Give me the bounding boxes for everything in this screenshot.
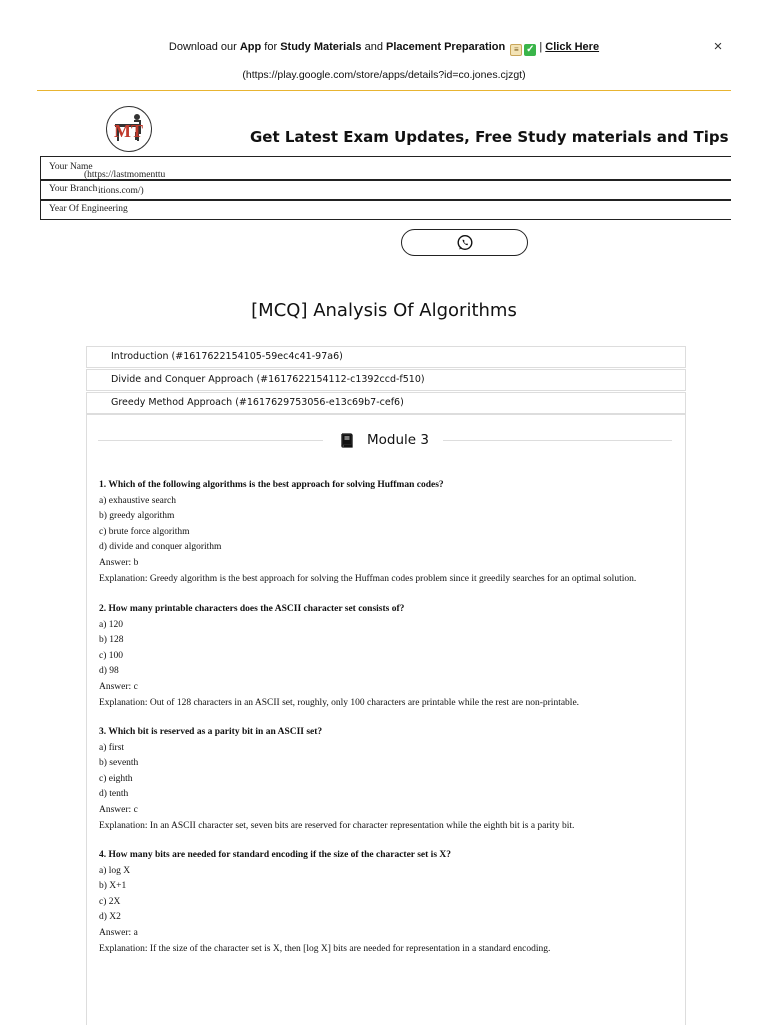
option: c) 100 [99, 650, 124, 661]
question-block [99, 725, 574, 834]
option: a) log X [99, 865, 131, 876]
toc-greedy-method[interactable] [86, 392, 686, 414]
question-block [99, 602, 579, 711]
option: c) eighth [99, 773, 133, 784]
toc-label[interactable]: Greedy Method Approach (#1617629753056-e13c69b7-cef6) [111, 397, 404, 408]
module-heading [98, 432, 672, 450]
question-text: 2. How many printable characters does the ASCII character set consists of? [99, 604, 405, 614]
option: c) brute force algorithm [99, 526, 190, 537]
explanation: Explanation: Out of 128 characters in an ASCII set, roughly, only 100 characters are printable while the rest are non-printable. [99, 697, 580, 708]
option: c) 2X [99, 896, 121, 907]
banner-store-link[interactable]: (https://play.google.com/store/apps/details?id=co.jones.cjzgt) [242, 69, 526, 81]
whatsapp-button[interactable] [401, 229, 528, 256]
question-text: 4. How many bits are needed for standard encoding if the size of the character set is X? [99, 850, 451, 860]
whatsapp-icon [456, 234, 474, 252]
banner-study: Study Materials [280, 41, 362, 53]
question-text: 1. Which of the following algorithms is the best approach for solving Huffman codes? [99, 480, 444, 490]
banner-prefix: Download our [168, 41, 237, 53]
option: d) X2 [99, 912, 121, 923]
question-text: 3. Which bit is reserved as a parity bit in an ASCII set? [99, 727, 323, 737]
option: d) divide and conquer algorithm [99, 542, 222, 553]
option: b) greedy algorithm [99, 511, 175, 522]
site-logo[interactable] [106, 106, 152, 152]
app-download-banner [0, 0, 768, 92]
option: b) seventh [99, 758, 139, 769]
option: b) X+1 [99, 881, 127, 892]
module-label: Module 3 [367, 432, 429, 448]
site-tagline: Get Latest Exam Updates, Free Study materials and Tips [250, 128, 729, 146]
toc-label[interactable]: Introduction (#1617622154105-59ec4c41-97a6) [111, 351, 343, 362]
site-link-2[interactable]: itions.com/) [98, 186, 144, 196]
year-placeholder: Year Of Engineering [49, 204, 128, 214]
answer: Answer: b [99, 557, 139, 568]
toc-introduction[interactable] [86, 346, 686, 368]
explanation: Explanation: Greedy algorithm is the best approach for solving the Huffman codes problem since it greedily searches for an optimal solution. [99, 573, 637, 584]
book-icon [339, 432, 355, 448]
explanation: Explanation: In an ASCII character set, seven bits are reserved for character representation while the eighth bit is a parity bit. [99, 820, 575, 831]
answer: Answer: c [99, 681, 138, 692]
banner-separator: | [539, 41, 543, 53]
option: a) exhaustive search [99, 495, 177, 506]
banner-app: App [239, 41, 262, 53]
heading-rule-left [98, 440, 323, 441]
heading-rule-right [443, 440, 672, 441]
option: a) 120 [99, 619, 124, 630]
toc-divide-and-conquer[interactable] [86, 369, 686, 391]
banner-for: for [264, 41, 278, 53]
answer: Answer: c [99, 804, 138, 815]
branch-placeholder: Your Branch [49, 184, 98, 194]
memo-icon: ≡ [510, 44, 522, 56]
option: b) 128 [99, 635, 124, 646]
banner-and: and [364, 41, 383, 53]
name-placeholder: Your Name [49, 162, 93, 172]
option: d) 98 [99, 666, 119, 677]
logo-letters: MT [114, 121, 143, 141]
question-block [99, 478, 636, 587]
page-title: [MCQ] Analysis Of Algorithms [251, 300, 517, 321]
question-block [99, 848, 550, 957]
site-link-1[interactable]: (https://lastmomenttu [84, 170, 166, 180]
answer: Answer: a [99, 927, 138, 938]
banner-divider [37, 90, 731, 91]
toc-label[interactable]: Divide and Conquer Approach (#1617622154112-c1392ccd-f510) [111, 374, 425, 385]
check-icon: ✓ [526, 44, 535, 55]
option: a) first [99, 742, 125, 753]
close-icon[interactable]: × [713, 38, 723, 55]
year-field[interactable] [40, 200, 731, 220]
explanation: Explanation: If the size of the character set is X, then [log X] bits are needed for representation in a standard encoding. [99, 943, 551, 954]
banner-text [0, 41, 768, 56]
click-here-link[interactable]: Click Here [545, 41, 600, 53]
banner-placement: Placement Preparation [386, 41, 506, 53]
option: d) tenth [99, 789, 129, 800]
